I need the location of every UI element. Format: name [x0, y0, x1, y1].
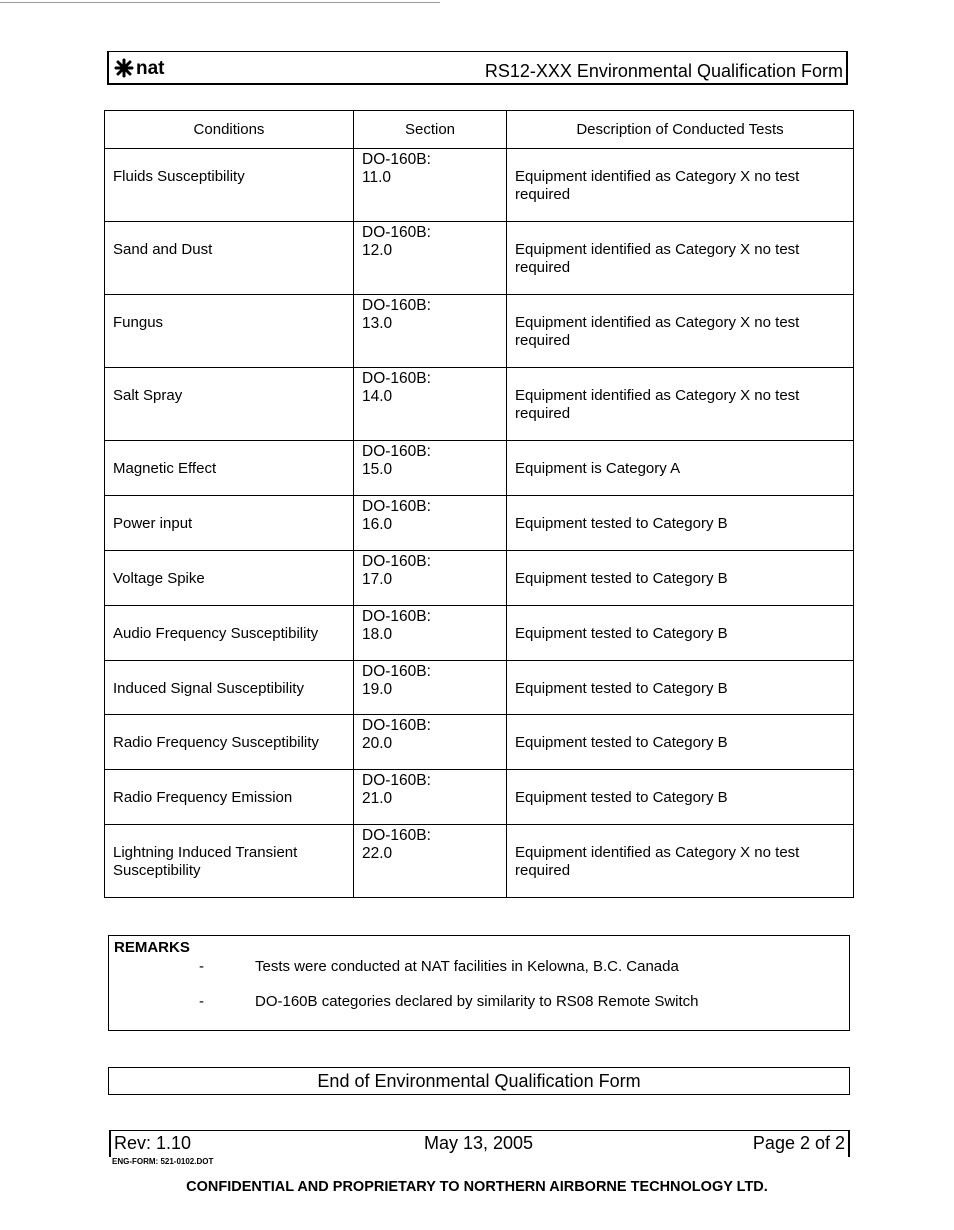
description-cell: [507, 295, 854, 368]
section-number: 11.0: [362, 169, 392, 186]
description-cell: [507, 715, 854, 770]
page-number: Page 2 of 2: [752, 1133, 845, 1153]
remark-item: [199, 993, 699, 1010]
condition-cell: [105, 825, 354, 898]
section-standard: DO-160B:: [362, 608, 431, 625]
condition-text: Lightning Induced Transient Susceptibility: [113, 844, 298, 879]
table-body: [105, 149, 854, 898]
section-cell: [354, 661, 507, 715]
section-number: 12.0: [362, 242, 393, 259]
table-row: [105, 661, 854, 715]
description-cell: [507, 222, 854, 295]
description-text: Equipment identified as Category X no test required: [515, 387, 800, 422]
table-row: [105, 715, 854, 770]
description-text: Equipment identified as Category X no test required: [515, 314, 800, 349]
column-header-section: Section: [354, 111, 507, 149]
remark-item: [199, 958, 679, 975]
section-cell: [354, 496, 507, 551]
condition-text: Fungus: [113, 314, 164, 331]
condition-text: Induced Signal Susceptibility: [113, 680, 304, 697]
description-cell: [507, 606, 854, 661]
description-text: Equipment tested to Category B: [515, 680, 728, 697]
remark-text: DO-160B categories declared by similarity to RS08 Remote Switch: [255, 993, 699, 1010]
section-cell: [354, 770, 507, 825]
table-row: [105, 606, 854, 661]
end-of-form-note: End of Environmental Qualification Form: [108, 1067, 850, 1095]
section-number: 15.0: [362, 461, 393, 478]
description-text: Equipment tested to Category B: [515, 625, 728, 642]
condition-cell: [105, 551, 354, 606]
section-cell: [354, 551, 507, 606]
description-cell: [507, 496, 854, 551]
remark-bullet: -: [199, 958, 204, 975]
description-text: Equipment is Category A: [515, 460, 681, 477]
section-cell: [354, 441, 507, 496]
condition-cell: [105, 661, 354, 715]
section-cell: [354, 295, 507, 368]
condition-text: Power input: [113, 515, 193, 532]
condition-text: Radio Frequency Emission: [113, 789, 293, 806]
section-cell: [354, 606, 507, 661]
table-row: [105, 441, 854, 496]
description-cell: [507, 825, 854, 898]
description-cell: [507, 149, 854, 222]
section-standard: DO-160B:: [362, 663, 431, 680]
section-cell: [354, 368, 507, 441]
description-cell: [507, 441, 854, 496]
confidentiality-notice: CONFIDENTIAL AND PROPRIETARY TO NORTHERN AIRBORNE TECHNOLOGY LTD.: [186, 1179, 768, 1195]
condition-cell: [105, 295, 354, 368]
condition-text: Salt Spray: [113, 387, 183, 404]
logo-text: nat: [136, 57, 165, 79]
company-logo: [113, 55, 165, 81]
condition-cell: [105, 606, 354, 661]
conditions-table: [104, 110, 854, 898]
section-number: 20.0: [362, 735, 393, 752]
description-text: Equipment identified as Category X no test required: [515, 241, 800, 276]
table-row: [105, 295, 854, 368]
description-cell: [507, 770, 854, 825]
condition-cell: [105, 149, 354, 222]
remark-text: Tests were conducted at NAT facilities in Kelowna, B.C. Canada: [255, 958, 679, 975]
description-text: Equipment identified as Category X no test required: [515, 844, 800, 879]
form-code: ENG-FORM: 521-0102.DOT: [112, 1157, 214, 1166]
condition-text: Magnetic Effect: [113, 460, 217, 477]
section-cell: [354, 149, 507, 222]
condition-text: Audio Frequency Susceptibility: [113, 625, 319, 642]
section-cell: [354, 222, 507, 295]
condition-text: Fluids Susceptibility: [113, 168, 245, 185]
star-logo-icon: [113, 57, 135, 79]
section-standard: DO-160B:: [362, 370, 431, 387]
section-standard: DO-160B:: [362, 224, 431, 241]
description-text: Equipment tested to Category B: [515, 734, 728, 751]
description-text: Equipment tested to Category B: [515, 570, 728, 587]
section-standard: DO-160B:: [362, 772, 431, 789]
condition-text: Radio Frequency Susceptibility: [113, 734, 319, 751]
description-text: Equipment tested to Category B: [515, 789, 728, 806]
section-number: 14.0: [362, 388, 393, 405]
table-row: [105, 496, 854, 551]
page-header: [107, 51, 848, 85]
section-standard: DO-160B:: [362, 443, 431, 460]
scan-artifact-line: [0, 2, 440, 3]
table-row: [105, 149, 854, 222]
section-standard: DO-160B:: [362, 717, 431, 734]
table-row: [105, 222, 854, 295]
section-standard: DO-160B:: [362, 553, 431, 570]
condition-cell: [105, 441, 354, 496]
remarks-title: REMARKS: [114, 939, 190, 956]
condition-cell: [105, 715, 354, 770]
section-standard: DO-160B:: [362, 827, 431, 844]
section-number: 21.0: [362, 790, 393, 807]
description-cell: [507, 661, 854, 715]
condition-cell: [105, 368, 354, 441]
section-number: 22.0: [362, 845, 393, 862]
condition-cell: [105, 770, 354, 825]
section-number: 13.0: [362, 315, 393, 332]
condition-text: Sand and Dust: [113, 241, 213, 258]
description-text: Equipment tested to Category B: [515, 515, 728, 532]
table-row: [105, 551, 854, 606]
page-footer: [109, 1130, 850, 1157]
table-row: [105, 368, 854, 441]
description-cell: [507, 551, 854, 606]
section-number: 19.0: [362, 681, 393, 698]
table-row: [105, 825, 854, 898]
table-header-row: [105, 111, 854, 149]
section-standard: DO-160B:: [362, 297, 431, 314]
section-number: 18.0: [362, 626, 393, 643]
condition-text: Voltage Spike: [113, 570, 205, 587]
remarks-box: [108, 935, 850, 1031]
footer-date: May 13, 2005: [424, 1133, 534, 1153]
column-header-conditions: Conditions: [105, 111, 354, 149]
section-standard: DO-160B:: [362, 498, 431, 515]
description-text: Equipment identified as Category X no test required: [515, 168, 800, 203]
section-cell: [354, 715, 507, 770]
remark-bullet: -: [199, 993, 204, 1010]
section-number: 17.0: [362, 571, 393, 588]
condition-cell: [105, 496, 354, 551]
revision-label: Rev: 1.10: [114, 1133, 192, 1153]
column-header-description: Description of Conducted Tests: [507, 111, 854, 149]
table-row: [105, 770, 854, 825]
condition-cell: [105, 222, 354, 295]
section-cell: [354, 825, 507, 898]
form-title: RS12-XXX Environmental Qualification Form: [484, 61, 843, 81]
description-cell: [507, 368, 854, 441]
section-number: 16.0: [362, 516, 393, 533]
section-standard: DO-160B:: [362, 151, 431, 168]
